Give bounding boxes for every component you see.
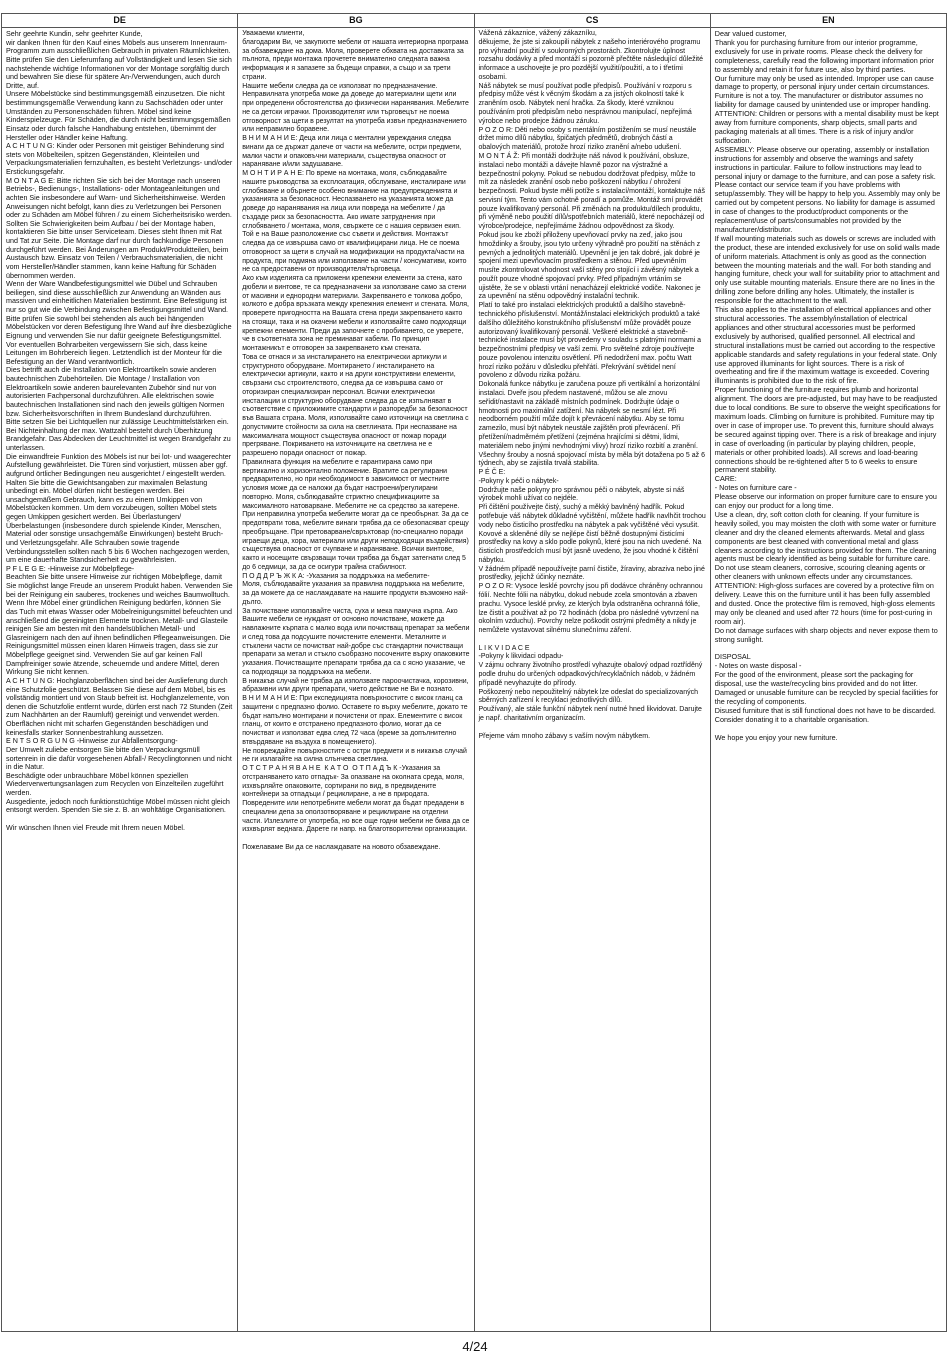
column-bg	[238, 28, 474, 1331]
text-de: Sehr geehrte Kundin, sehr geehrter Kunde, wir danken Ihnen für den Kauf eines Möbels aus unserem Innenraum-Programm zum ausschließlichen Gebrauch in privaten Räumlichkeiten. Bitte prüfen Sie den Lieferumfang auf Vollständigkeit und lesen Sie sich nachstehende wichtige Informationen vor der Montage sorgfältig durch und bewahren Sie diese für spätere An-/Verwendungen, auch durch Dritte, auf. Unsere Möbelstücke sind bestimmungsgemäß einzusetzen. Die nicht bestimmungsgemäße Verwendung kann zu Sachschäden oder unter Umständen zu Personenschäden führen. Möbel sind keine Kinderspielzeuge. Für Schäden, die durch nicht bestimmungsgemäßen Einsatz oder durch falsche Handhabung entstehen, übernimmt der Hersteller oder Händler keine Haftung. A C H T U N G: Kinder oder Personen mit geistiger Behinderung sind stets von Möbelteilen, spitzen Gegenständen, Kleinteilen und Verpackungsmaterialien fernzuhalten, es besteht Verletzungs- und/oder Erstickungsgefahr. M O N T A G E: Bitte richten Sie sich bei der Montage nach unseren Betriebs-, Bedienungs-, Installations- oder Montageanleitungen und achten Sie insbesondere auf Warn- und Sicherheitshinweise. Werden Anweisungen nicht befolgt, kann dies zu Verletzungen bei Personen oder zu Schäden am Möbel führen / zu einem Sicherheitsrisiko werden. Sollten Sie Schwierigkeiten beim Aufbau / bei der Montage haben, kontaktieren Sie bitte unser Serviceteam. Dieses steht Ihnen mit Rat und Tat zur Seite. Die Montage darf nur durch fachkundige Personen durchgeführt werden. Bei Änderungen am Produkt/Produktteilen, beim Austausch bzw. Einsatz von Teilen / Verbrauchsmaterialien, die nicht vom Hersteller/Händler stammen, kann keine Haftung für Schäden übernommen werden. Wenn der Ware Wandbefestigungsmittel wie Dübel und Schrauben beiliegen, sind diese ausschließlich zur Anwendung an Wänden aus massiven und einheitlichen Materialien bestimmt. Eine Befestigung ist nur so gut wie die Verbindung zwischen Befestigungsmittel und Wand. Bitte prüfen Sie sowohl bei stehenden als auch bei hängenden Möbelstücken vor deren Befestigung Ihre Wand auf ihre diesbezügliche Eignung und verwenden Sie nur dafür geeignete Befestigungsmittel. Vor eventuellen Bohrarbeiten vergewissern Sie sich, dass keine Leitungen im Bohrbereich liegen. Letztendlich ist der Monteur für die Befestigung an der Wand verantwortlich. Dies betrifft auch die Installation von Elektroartikeln sowie anderen bautechnischen Zubehörteilen. Die Montage / Installation von Elektroartikeln sowie anderen baurelevanten Zubehör sind nur von autorisierten Fachpersonal durchzuführen. Alle elektrischen sowie bautechnischen Installationen sind nach den jeweils gültigen Normen bzw. Sicherheitsvorschriften in Ihrem Bundesland durchzuführen. Bitte setzen Sie bei Lichtquellen nur zulässige Leuchtmittelstärken ein. Bei Nichteinhaltung der max. Wattzahl besteht durch Überhitzung Brandgefahr. Das Abdecken der Leuchtmittel ist wegen Brandgefahr zu unterlassen. Die einwandfreie Funktion des Möbels ist nur bei lot- und waagerechter Aufstellung gewährleistet. Die Türen sind vorjustiert, müssen aber ggf. aufgrund örtlicher Bedingungen neu ausgerichtet / eingestellt werden. Halten Sie bitte die Gewichtsangaben zur maximalen Belastung unbedingt ein. Möbel dürfen nicht bestiegen werden. Bei unsachgemäßem Gebrauch, kann es zu einem Umkippen von Möbelstücken kommen. Um dem vorzubeugen, sollten Möbel stets gegen Umkippen gesichert werden. Bei Überlastungen/Überbelastungen (insbesondere durch spielende Kinder, Menschen, Material oder sonstige unsachgemäße Einwirkungen) besteht Bruch- und Verletzungsgefahr. Alle Schrauben sowie tragende Verbindungsstellen sollten nach 5 bis 6 Wochen nachgezogen werden, um eine dauerhafte Standsicherheit zu gewährleisten. P F L E G E: -Hinweise zur Möbelpflege- Beachten Sie bitte unsere Hinweise zur richtigen Möbelpflege, damit Sie möglichst lange Freude an unserem Produkt haben. Verwenden Sie bei der Reinigung ein sauberes, trockenes und weiches Baumwolltuch. Wenn Ihre Möbel einer gründlichen Reinigung bedürfen, können Sie das Tuch mit etwas Wasser oder Möbelreinigungsmittel befeuchten und anschließend die gereinigten Elemente trocknen. Metall- und Glasteile reinigen Sie am besten mit den handelsüblichen Metall- und Glasreinigern nach den auf ihnen befindlichen Pflegeanweisungen. Die Reinigungsmittel müssen einen klaren Hinweis tragen, dass sie zur Möbelpflege geeignet sind. Verwenden Sie auf gar keinen Fall Dampfreiniger sowie ätzende, scheuernde und andere Mittel, deren Wirkung Sie nicht kennen. A C H T U N G: Hochglanzoberflächen sind bei der Auslieferung durch eine Schutzfolie geschützt. Belassen Sie diese auf dem Möbel, bis es vollständig montiert und von Staub befreit ist. Hochglanzelemente, von denen die Schutzfolie entfernt wurde, dürfen erst nach 72 Stunden (Zeit zum Nachhärten an der Raumluft) gereinigt und verwendet werden. Oberflächen nicht mit scharfen Gegenständen beschädigen und keinesfalls starker Sonnenbestrahlung aussetzen. E N T S O R G U N G -Hinweise zur Abfallentsorgung- Der Umwelt zuliebe entsorgen Sie bitte den Verpackungsmüll sortenrein in die dafür vorgesehenen Abfall-/ Recyclingtonnen und nicht in die Natur. Beschädigte oder unbrauchbare Möbel können speziellen Wiederverwertungsanlagen zum Recyclen von Einzelteilen zugeführt werden. Ausgediente, jedoch noch funktionstüchtige Möbel müssen nicht gleich entsorgt werden. Spenden Sie sie z. B. an wohltätige Organisationen. Wir wünschen Ihnen viel Freude mit Ihrem neuen Möbel.	[6, 30, 233, 832]
text-cs: Vážená zákaznice, vážený zákazníku, děkujeme, že jste si zakoupili nábytek z našeho interiérového programu pro výhradní použití v soukromých prostorách. Zkontrolujte úplnost rozsahu dodávky a před montáží si pozorně přečtěte následující důležité informace a uschovejte je pro pozdější využití/použití, a to i třetími osobami. Náš nábytek se musí používat podle předpisů. Používání v rozporu s předpisy může vést k věcným škodám a za jistých okolností také k zraněním osob. Nábytek není hračka. Za škody, které vzniknou používáním proti předpisům nebo nesprávnou manipulací, nepřejímá výrobce nebo prodejce žádnou záruku. P O Z O R: Děti nebo osoby s mentálním postižením se musí neustále držet mimo dílů nábytku, špičatých předmětů, drobných částí a obalových materiálů, protože hrozí riziko zranění a/nebo udušení. M O N T Á Ž: Při montáži dodržujte náš návod k používání, obsluze, instalaci nebo montáži a dávejte hlavně pozor na výstražné a bezpečnostní pokyny. Pokud se nebudou dodržovat předpisy, může to mít za následek zranění osob nebo poškození nábytku / ohrožení bezpečnosti. Pokud byste měli potíže s instalací/montáží, kontaktujte náš servisní tým. Tento vám ochotně poradí a pomůže. Montáž smí provádět pouze kvalifikovaný personál. Při změnách na produktu/dílech produktu, při výměně nebo použití dílů/spotřebních materiálů, které nepocházejí od výrobce/prodejce, nepřejímáme žádnou odpovědnost za škody. Pokud jsou ke zboží přiloženy upevňovací prvky na zeď, jako jsou hmoždinky a šrouby, jsou tyto určeny výhradně pro použití na stěnách z pevných a jednolitých materiálů. Upevnění je jen tak dobré, jak dobré je spojení mezi upevňovacím prostředkem a stěnou. Před upevněním musíte zkontrolovat vhodnost vaší stěny pro stojící i závěsný nábytek a použít pouze vhodné spojovací prvky. Před případným vrtáním se ujistěte, že se v oblasti vrtání nenacházejí elektrické vodiče. Nakonec je za upevnění na stěnu odpovědný instalační technik. Platí to také pro instalaci elektrických produktů a dalšího stavebně-technického příslušenství. Montáž/instalaci elektrických produktů a také dalšího důležitého konstrukčního příslušenství může provádět pouze autorizovaný kvalifikovaný personál. Veškeré elektrické a stavebně-technické instalace musí být provedeny v souladu s platnými normami a bezpečnostními předpisy ve vaší zemi. Pro světelné zdroje používejte pouze povolenou intenzitu osvětlení. Při nedodržení max. počtu Watt hrozí riziko požáru v důsledku přehřátí. Překrývání světidel není povoleno z důvodu rizika požáru. Dokonalá funkce nábytku je zaručena pouze při vertikální a horizontální instalaci. Dveře jsou předem nastavené, můžou se ale znovu seřídit/nastavit na základě místních podmínek. Dodržujte údaje o hmotnosti pro maximální zatížení. Na nábytek se nesmí lézt. Při neodborném použití může dojít k převrácení nábytku. Aby se tomu zamezilo, musí být nábytek neustále zajištěn proti převrácení. Při přetížení/nadměrném přetížení (zejména hrajícími si dětmi, lidmi, materiálem nebo jinými nevhodnými vlivy) hrozí riziko rozbití a zranění. Všechny šrouby a nosná spojovací místa by měla být dotažena po 5 až 6 týdnech, aby se zajistila trvalá stabilita. P É Č E: -Pokyny k péči o nábytek- Dodržujte naše pokyny pro správnou péči o nábytek, abyste si náš výrobek mohli užívat co nejdéle. Při čištění používejte čistý, suchý a měkký bavlněný hadřík. Pokud potřebuje váš nábytek důkladné vyčištění, můžete hadřík navlhčit trochou vody nebo čisticího prostředku na nábytek a pak vyčištěné věci vysušit. Kovové a skleněné díly se nejlépe čistí běžně dostupnými čisticími prostředky na kovy a sklo podle pokynů, které jsou na nich uvedené. Na čisticích prostředcích musí být jasně uvedeno, že jsou vhodné k čištění nábytku. V žádném případě nepoužívejte parní čističe, žíraviny, abraziva nebo jiné prostředky, jejichž účinky neznáte. P O Z O R: Vysoce lesklé povrchy jsou při dodávce chráněny ochrannou fólií. Nechte fólii na nábytku, dokud nebude zcela smontován a zbaven prachu. Vysoce lesklé prvky, ze kterých byla odstraněna ochranná fólie, lze čistit a používat až po 72 hodinách (doba pro následné vytvrzení na okolním vzduchu). Povrchy nelze poškodit ostrými předměty a nikdy je nemůžete vystavovat silnému slunečnímu záření. L I K V I D A C E -Pokyny k likvidaci odpadu- V zájmu ochrany životního prostředí vyhazujte obalový odpad roztříděný podle druhu do určených odpadkových/recyklačních nádob, v žádném případě nevyhazujte do přírody. Poškozený nebo nepoužitelný nábytek lze odeslat do specializovaných sběrných zařízení k recyklaci jednotlivých dílů. Používaný, ale stále funkční nábytek není nutné hned likvidovat. Darujte je např. charitativním organizacím. Přejeme vám mnoho zábavy s vaším novým nábytkem.	[478, 30, 706, 740]
instruction-table	[1, 13, 947, 1332]
language-columns	[2, 28, 946, 1331]
header-de: DE	[2, 14, 238, 27]
language-header-row	[2, 14, 946, 28]
text-bg: Уважаеми клиенти, благодарим Ви, че закупихте мебели от нашата интериорна програма за обзавеждане на дома. Моля, проверете обхвата на доставката за пълнота, преди монтажа прочетете внимателно следната важна информация и я запазете за бъдещи справки, а също и за трети страни. Нашите мебели следва да се използват по предназначение. Неправилната употреба може да доведе до материални щети или при определени обстоятелства до физически наранявания. Мебелите не са детски играчки. Производителят или търговецът не поема отговорност за щети в резултат на употреба извън предназначението или неправилно боравене. В Н И М А Н И Е: Деца или лица с ментални увреждания следва винаги да се държат далече от части на мебелите, остри предмети, малки части и опаковъчни материали, съществува опасност от нараняване и/или задушаване. М О Н Т И Р А Н Е: По време на монтажа, моля, съблюдавайте нашите ръководства за експлоатация, обслужване, инсталиране или сглобяване и обърнете особено внимание на предупрежденията и указанията за безопасност. Неспазването на указанията може да доведе до наранявания на лица или повреда на мебелите / да създаде риск за безопасността. Ако имате затруднения при сглобяването / монтажа, моля, свържете се с нашия сервизен екип. Той е на Ваше разположение със съвети и действия. Монтажът следва да се извършва само от квалифицирани лица. Не се поема отговорност за щети в случай на модификации на продукта/части на продукта, при подмяна или използване на части / консумативи, които не са предоставени от производителя/търговеца. Ако към изделията са приложени крепежни елементи за стена, като дюбели и винтове, те са предназначени за използване само за стени от масивни и еднородни материали. Закрепването е толкова добро, колкото е добра връзката между крепежния елемент и стената. Моля, проверете пригодността на Вашата стена преди закрепването както на стоящи, така и на окачени мебели и използвайте само подходящи крепежни елементи. Преди да започнете с пробиването, се уверете, че в съответната зона не преминават кабели. По принцип монтажникът е отговорен за закрепването към стената. Това се отнася и за инсталирането на електрически артикули и структурното оборудване. Монтирането / инсталирането на електрически артикули, както и на други конструктивни елементи, свързани със строителството, следва да се извършва само от оторизиран специализиран персонал. Всички електрически инсталации и структурно оборудване следва да се изпълняват в съответствие с приложимите стандарти и разпоредби за безопасност във Вашата страна. Моля, използвайте само източници на светлина с допустимите стойности за сила на светлината. При неспазване на максималната мощност съществува опасност от пожар поради прегряване. Покриването на източниците на светлина не е разрешено поради опасност от пожар. Правилната функция на мебелите е гарантирана само при вертикално и хоризонтално положение. Вратите са регулирани предварително, но при необходимост в зависимост от местните условия може да се наложи да бъдат настроени/регулирани повторно. Моля, съблюдавайте стриктно спецификациите за максималното натоварване. Мебелите не са средство за катерене. При неправилна употреба мебелите могат да се преобърнат. За да се предотврати това, мебелите винаги трябва да се обезопасяват срещу преобръщане. При претоварване/свръхтовар (по-специално поради играещи деца, хора, материали или други неподходящи въздействия) съществува опасност от счупване и нараняване. Всички винтове, както и носещите свързващи точки трябва да бъдат затегнати след 5 до 6 седмици, за да се осигури трайна стабилност. П О Д Д Р Ъ Ж К А: -Указания за поддръжка на мебелите- Моля, съблюдавайте указания за правилна поддръжка на мебелите, за да можете да се наслаждавате на нашите продукти възможно най-дълго. За почистване използвайте чиста, суха и мека памучна кърпа. Ако Вашите мебели се нуждаят от основно почистване, можете да навлажните кърпата с малко вода или почистващ препарат за мебели и след това да подсушите почистените елементи. Металните и стъклени части се почистват най-добре със стандартни почистващи препарати за метал и стъкло съобразно посочените върху опаковките указания. Почистващите препарати трябва да са с ясно указание, че са подходящи за поддръжка на мебели. В никакъв случай не трябва да използвате пароочистачка, корозивни, абразивни или други препарати, чието действие не Ви е познато. В Н И М А Н И Е: При експедицията повърхностите с висок гланц са защитени с предпазно фолио. Оставете го върху мебелите, докато те бъдат напълно монтирани и почистени от прах. Елементите с висок гланц, от които е отстранено предпазното фолио, могат да се почистват и използват едва след 72 часа (време за допълнително втвърдяване на въздуха в помещението). Не повреждайте повърхностите с остри предмети и в никакъв случай не ги излагайте на силна слънчева светлина. О Т С Т Р А Н Я В А Н Е К А Т О О Т П А Д Ъ К -Указания за отстраняването като отпадък- За опазване на околната среда, моля, изхвърляйте опаковките, сортирани по вид, в предвидените контейнери за отпадъци / рециклиране, а не в природата. Повредените или непотребните мебели могат да бъдат предадени в специални депа за оползотворяване и рециклиране на отделни части. Излезлите от употреба, но все още годни мебели не бива да се изхвърлят веднага. Дарете ги напр. на благотворителни организации. Пожелаваме Ви да се наслаждавате на новото обзавеждане.	[242, 30, 470, 851]
column-de	[2, 28, 238, 1331]
header-cs: CS	[475, 14, 711, 27]
page-number: 4/24	[462, 1339, 488, 1354]
column-cs	[475, 28, 711, 1331]
text-en: Dear valued customer, Thank you for purchasing furniture from our interior programme, exclusively for use in private rooms. Please check the delivery for completeness, carefully read the following important information prior to assembly and retain it for future use, also by third parties. Our furniture may only be used as intended. Improper use can cause damage to property, or personal injury under certain circumstances. Furniture is not a toy. The manufacturer or distributor assumes no liability for damage caused by unintended use or improper handling. ATTENTION: Children or persons with a mental disability must be kept away from furniture components, sharp objects, small parts and packaging materials at all times. There is a risk of injury and/or suffocation. ASSEMBLY: Please observe our operating, assembly or installation instructions for assembly and observe the warnings and safety instructions in particular. Failure to follow instructions may lead to personal injury or damage to the furniture, and can pose a safety risk. Please contact our service team if you have problems with setup/assembly. They will be happy to help you. Assembly may only be carried out by competent persons. No liability for damage is assumed in case of changes to the product/product components or the replacement/use of parts/consumables not provided by the manufacturer/distributor. If wall mounting materials such as dowels or screws are included with the product, these are intended exclusively for use on solid walls made of uniform materials. Attachment is only as good as the connection between the mounting materials and the wall. For both standing and hanging furniture, check your wall for suitability prior to attachment and only use suitable mounting materials. Ensure there are no lines in the drilling zone before drilling any holes. Ultimately, the installer is responsible for the attachment to the wall. This also applies to the installation of electrical appliances and other structural accessories. The assembly/installation of electrical appliances and other structural accessories must be performed exclusively by authorised, qualified personnel. All electrical and structural installations must be carried out according to the respective applicable standards and safety regulations in your federal state. Only use approved illuminants for light sources. There is a risk of overheating and fire if the maximum wattage is exceeded. Covering illuminants is prohibited due to the risk of fire. Proper functioning of the furniture requires plumb and horizontal alignment. The doors are pre-adjusted, but may have to be readjusted due to local conditions. Be sure to observe the weight specifications for maximum loads. Climbing on furniture is prohibited. Furniture may tip over in case of improper use. To prevent this, furniture should always be secured against tipping over. There is a risk of breakage and injury in case of overloading (in particular by playing children, people, materials or other prohibited loads). All screws and load-bearing connections should be re-tightened after 5 to 6 weeks to ensure permanent stability. CARE: - Notes on furniture care - Please observe our information on proper furniture care to ensure you can enjoy our product for a long time. Use a clean, dry, soft cotton cloth for cleaning. If your furniture is heavily soiled, you may moisten the cloth with some water or furniture cleaner and dry the cleaned elements afterwards. Metal and glass components are best cleaned with conventional metal and glass cleaners according to the instructions provided for them. The cleaning agents must be clearly identified as being suitable for furniture care. Do not use steam cleaners, corrosive, scouring cleaning agents or other cleaners with unknown effects under any circumstances. ATTENTION: High-gloss surfaces are covered by a protective film on delivery. Leave this on the furniture until it has been fully assembled and dusted. Once the protective film is removed, high-gloss elements may only be cleaned and used after 72 hours (time for post-curing in room air). Do not damage surfaces with sharp objects and never expose them to strong sunlight. DISPOSAL - Notes on waste disposal - For the good of the environment, please sort the packaging for disposal, use the waste/recycling bins provided and do not litter. Damaged or unusable furniture can be recycled by special facilities for the recycling of components. Disused furniture that is still functional does not have to be discarded. Consider donating it to a charitable organisation. We hope you enjoy your new furniture.	[714, 29, 941, 742]
column-en	[711, 28, 946, 1331]
header-en: EN	[822, 15, 835, 25]
header-bg: BG	[238, 14, 474, 27]
